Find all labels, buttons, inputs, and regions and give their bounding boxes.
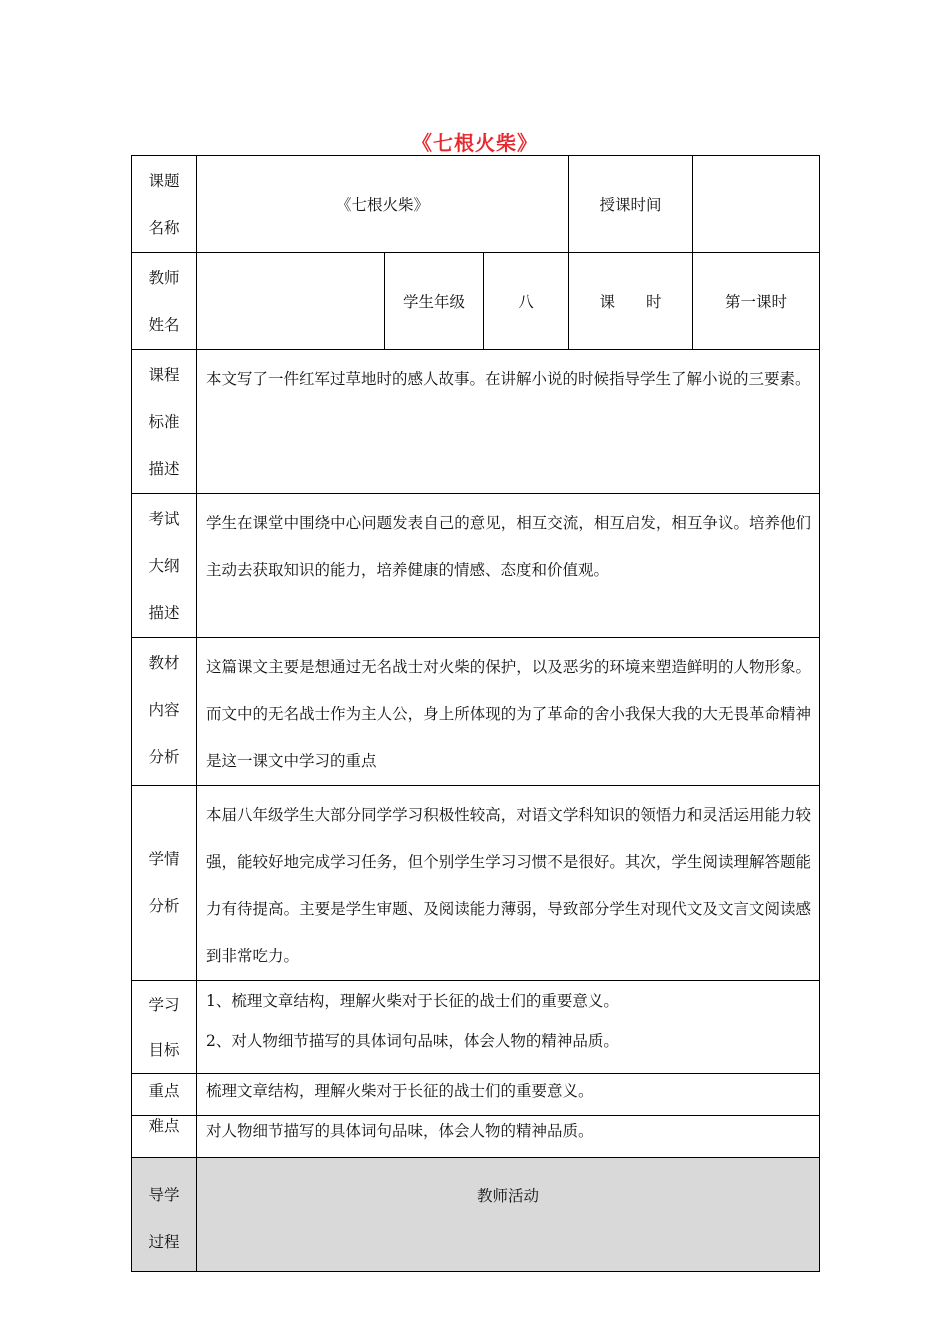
row-difficulty [132, 1116, 820, 1158]
teaching-time-label: 授课时间 [569, 156, 693, 253]
textbook-analysis-text: 这篇课文主要是想通过无名战士对火柴的保护，以及恶劣的环境来塑造鲜明的人物形象。而文中的无名战士作为主人公，身上所体现的为了革命的舍小我保大我的大无畏革命精神是这一课文中学习的重点 [197, 638, 820, 786]
lesson-plan-table [131, 155, 820, 1272]
curriculum-standard-text: 本文写了一件红军过草地时的感人故事。在讲解小说的时候指导学生了解小说的三要素。 [197, 350, 820, 494]
learning-goals-label: 学习 目标 [132, 981, 197, 1074]
difficulty-label: 难点 [132, 1116, 197, 1158]
row-learning-goals [132, 981, 820, 1074]
learning-goal-item: 1、梳理文章结构，理解火柴对于长征的战士们的重要意义。 [206, 992, 619, 1010]
student-analysis-text: 本届八年级学生大部分同学学习积极性较高，对语文学科知识的领悟力和灵活运用能力较强，能较好地完成学习任务，但个别学生学习习惯不是很好。其次，学生阅读理解答题能力有待提高。主要是学生审题、及阅读能力薄弱，导致部分学生对现代文及文言文阅读感到非常吃力。 [197, 786, 820, 981]
student-analysis-label: 学情 分析 [132, 786, 197, 981]
key-point-label: 重点 [132, 1074, 197, 1116]
row-teacher [132, 253, 820, 350]
teaching-time-value [693, 156, 820, 253]
teacher-activity-header: 教师活动 [197, 1158, 820, 1272]
student-grade-value: 八 [484, 253, 569, 350]
row-course-name [132, 156, 820, 253]
row-curriculum-standard [132, 350, 820, 494]
difficulty-text: 对人物细节描写的具体词句品味，体会人物的精神品质。 [197, 1116, 820, 1158]
student-grade-label: 学生年级 [385, 253, 484, 350]
row-textbook-analysis [132, 638, 820, 786]
document-title: 《七根火柴》 [412, 131, 538, 155]
curriculum-standard-label: 课程 标准 描述 [132, 350, 197, 494]
row-guided-process [132, 1158, 820, 1272]
row-key-point [132, 1074, 820, 1116]
teacher-name-value [197, 253, 385, 350]
row-exam-outline [132, 494, 820, 638]
textbook-analysis-label: 教材 内容 分析 [132, 638, 197, 786]
teacher-name-label: 教师 姓名 [132, 253, 197, 350]
learning-goal-item: 2、对人物细节描写的具体词句品味，体会人物的精神品质。 [206, 1032, 619, 1050]
learning-goals-list [197, 981, 820, 1074]
course-name-value: 《七根火柴》 [197, 156, 569, 253]
course-name-label: 课题 名称 [132, 156, 197, 253]
exam-outline-text: 学生在课堂中围绕中心问题发表自己的意见，相互交流，相互启发，相互争议。培养他们主动去获取知识的能力，培养健康的情感、态度和价值观。 [197, 494, 820, 638]
key-point-text: 梳理文章结构，理解火柴对于长征的战士们的重要意义。 [197, 1074, 820, 1116]
class-period-label: 课 时 [569, 253, 693, 350]
class-period-value: 第一课时 [693, 253, 820, 350]
guided-process-label: 导学 过程 [132, 1158, 197, 1272]
exam-outline-label: 考试 大纲 描述 [132, 494, 197, 638]
row-student-analysis [132, 786, 820, 981]
